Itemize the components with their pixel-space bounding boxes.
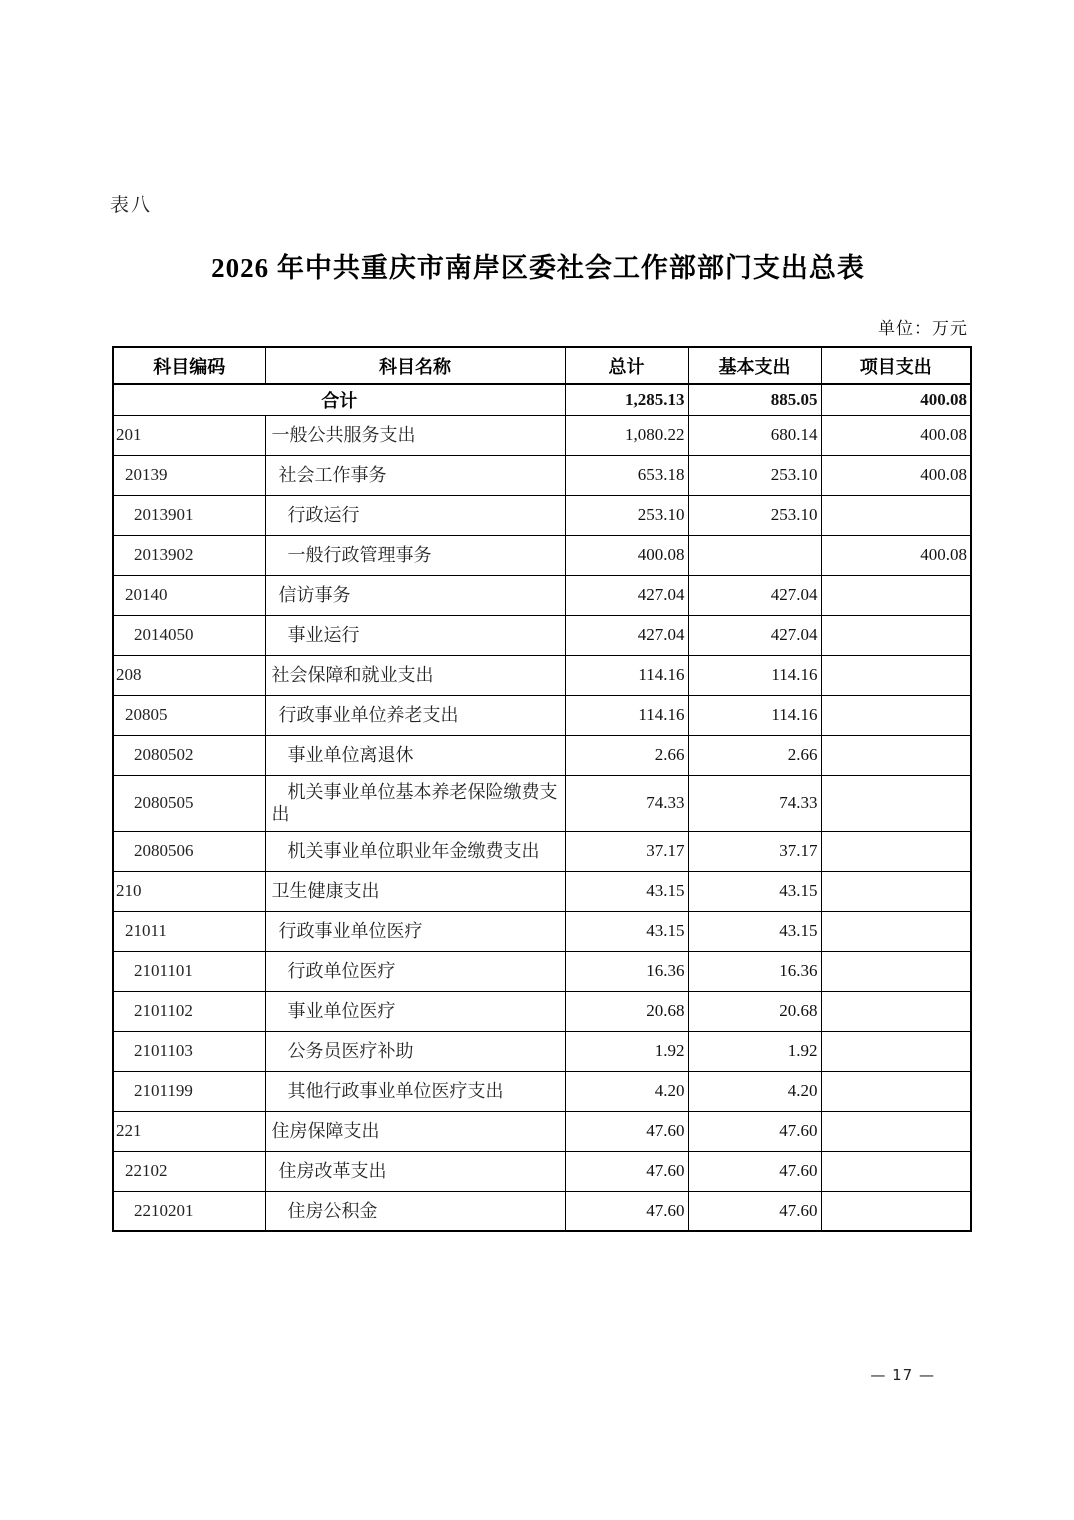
unit-label: 单位：万元 <box>878 319 968 338</box>
total-cell: 1,080.22 <box>565 415 688 455</box>
project-cell <box>821 991 971 1031</box>
table-row <box>113 1031 971 1071</box>
basic-cell: 4.20 <box>688 1071 821 1111</box>
basic-cell: 427.04 <box>688 575 821 615</box>
code-cell: 201 <box>113 415 265 455</box>
name-cell: 行政事业单位医疗 <box>265 911 565 951</box>
code-cell: 2013901 <box>113 495 265 535</box>
grand-total-basic: 885.05 <box>688 384 821 415</box>
table-body <box>113 384 971 1231</box>
project-cell <box>821 911 971 951</box>
total-cell: 4.20 <box>565 1071 688 1111</box>
project-cell <box>821 735 971 775</box>
code-cell: 20140 <box>113 575 265 615</box>
total-cell: 47.60 <box>565 1151 688 1191</box>
header-total: 总计 <box>565 347 688 384</box>
name-cell: 其他行政事业单位医疗支出 <box>265 1071 565 1111</box>
name-cell: 住房改革支出 <box>265 1151 565 1191</box>
basic-cell: 43.15 <box>688 911 821 951</box>
code-cell: 2101103 <box>113 1031 265 1071</box>
name-cell: 社会工作事务 <box>265 455 565 495</box>
table-row <box>113 775 971 831</box>
code-cell: 20139 <box>113 455 265 495</box>
total-cell: 47.60 <box>565 1111 688 1151</box>
expenditure-table <box>112 346 972 1232</box>
table-row <box>113 655 971 695</box>
grand-total-row <box>113 384 971 415</box>
table-row <box>113 871 971 911</box>
total-cell: 253.10 <box>565 495 688 535</box>
table-row <box>113 455 971 495</box>
page-number: — 17 — <box>870 1366 935 1384</box>
table-row <box>113 495 971 535</box>
basic-cell: 1.92 <box>688 1031 821 1071</box>
code-cell: 210 <box>113 871 265 911</box>
code-cell: 2080502 <box>113 735 265 775</box>
name-cell: 机关事业单位职业年金缴费支出 <box>265 831 565 871</box>
project-cell <box>821 655 971 695</box>
basic-cell: 43.15 <box>688 871 821 911</box>
header-subject-name: 科目名称 <box>265 347 565 384</box>
name-cell: 事业运行 <box>265 615 565 655</box>
header-basic-expenditure: 基本支出 <box>688 347 821 384</box>
project-cell <box>821 1111 971 1151</box>
basic-cell: 47.60 <box>688 1191 821 1231</box>
code-cell: 2080506 <box>113 831 265 871</box>
code-cell: 2101102 <box>113 991 265 1031</box>
code-cell: 2210201 <box>113 1191 265 1231</box>
basic-cell: 74.33 <box>688 775 821 831</box>
table-row <box>113 991 971 1031</box>
table-row <box>113 911 971 951</box>
table-row <box>113 615 971 655</box>
name-cell: 社会保障和就业支出 <box>265 655 565 695</box>
basic-cell <box>688 535 821 575</box>
table-row <box>113 735 971 775</box>
table-row <box>113 535 971 575</box>
total-cell: 114.16 <box>565 655 688 695</box>
grand-total-label: 合计 <box>113 384 565 415</box>
project-cell <box>821 695 971 735</box>
project-cell <box>821 1191 971 1231</box>
table-row <box>113 1151 971 1191</box>
total-cell: 20.68 <box>565 991 688 1031</box>
name-cell: 一般公共服务支出 <box>265 415 565 455</box>
code-cell: 2101199 <box>113 1071 265 1111</box>
page-title: 2026 年中共重庆市南岸区委社会工作部部门支出总表 <box>211 253 865 283</box>
basic-cell: 253.10 <box>688 495 821 535</box>
project-cell <box>821 871 971 911</box>
name-cell: 公务员医疗补助 <box>265 1031 565 1071</box>
header-project-expenditure: 项目支出 <box>821 347 971 384</box>
code-cell: 2014050 <box>113 615 265 655</box>
name-cell: 行政单位医疗 <box>265 951 565 991</box>
project-cell <box>821 831 971 871</box>
name-cell: 卫生健康支出 <box>265 871 565 911</box>
project-cell <box>821 1151 971 1191</box>
name-cell: 事业单位离退休 <box>265 735 565 775</box>
total-cell: 427.04 <box>565 615 688 655</box>
total-cell: 400.08 <box>565 535 688 575</box>
table-row <box>113 1191 971 1231</box>
code-cell: 221 <box>113 1111 265 1151</box>
code-cell: 21011 <box>113 911 265 951</box>
basic-cell: 37.17 <box>688 831 821 871</box>
total-cell: 653.18 <box>565 455 688 495</box>
total-cell: 47.60 <box>565 1191 688 1231</box>
grand-total-project: 400.08 <box>821 384 971 415</box>
total-cell: 114.16 <box>565 695 688 735</box>
table-row <box>113 1071 971 1111</box>
basic-cell: 427.04 <box>688 615 821 655</box>
project-cell <box>821 951 971 991</box>
code-cell: 20805 <box>113 695 265 735</box>
name-cell: 住房公积金 <box>265 1191 565 1231</box>
project-cell <box>821 1031 971 1071</box>
basic-cell: 680.14 <box>688 415 821 455</box>
project-cell: 400.08 <box>821 455 971 495</box>
grand-total-total: 1,285.13 <box>565 384 688 415</box>
project-cell <box>821 575 971 615</box>
basic-cell: 47.60 <box>688 1151 821 1191</box>
project-cell: 400.08 <box>821 415 971 455</box>
code-cell: 2101101 <box>113 951 265 991</box>
total-cell: 43.15 <box>565 911 688 951</box>
table-row <box>113 695 971 735</box>
basic-cell: 2.66 <box>688 735 821 775</box>
table-row <box>113 831 971 871</box>
basic-cell: 16.36 <box>688 951 821 991</box>
name-cell: 一般行政管理事务 <box>265 535 565 575</box>
total-cell: 43.15 <box>565 871 688 911</box>
project-cell <box>821 495 971 535</box>
basic-cell: 114.16 <box>688 655 821 695</box>
project-cell <box>821 615 971 655</box>
table-number-tag: 表八 <box>110 195 153 216</box>
code-cell: 208 <box>113 655 265 695</box>
header-subject-code: 科目编码 <box>113 347 265 384</box>
table-row <box>113 575 971 615</box>
total-cell: 427.04 <box>565 575 688 615</box>
code-cell: 22102 <box>113 1151 265 1191</box>
project-cell <box>821 775 971 831</box>
total-cell: 74.33 <box>565 775 688 831</box>
name-cell: 事业单位医疗 <box>265 991 565 1031</box>
basic-cell: 253.10 <box>688 455 821 495</box>
table-row <box>113 415 971 455</box>
total-cell: 2.66 <box>565 735 688 775</box>
name-cell: 行政运行 <box>265 495 565 535</box>
name-cell: 机关事业单位基本养老保险缴费支出 <box>265 775 565 831</box>
basic-cell: 20.68 <box>688 991 821 1031</box>
total-cell: 1.92 <box>565 1031 688 1071</box>
basic-cell: 114.16 <box>688 695 821 735</box>
total-cell: 37.17 <box>565 831 688 871</box>
name-cell: 住房保障支出 <box>265 1111 565 1151</box>
table-row <box>113 951 971 991</box>
basic-cell: 47.60 <box>688 1111 821 1151</box>
name-cell: 行政事业单位养老支出 <box>265 695 565 735</box>
code-cell: 2013902 <box>113 535 265 575</box>
total-cell: 16.36 <box>565 951 688 991</box>
table-row <box>113 1111 971 1151</box>
code-cell: 2080505 <box>113 775 265 831</box>
project-cell: 400.08 <box>821 535 971 575</box>
name-cell: 信访事务 <box>265 575 565 615</box>
table-header-row <box>113 347 971 384</box>
project-cell <box>821 1071 971 1111</box>
